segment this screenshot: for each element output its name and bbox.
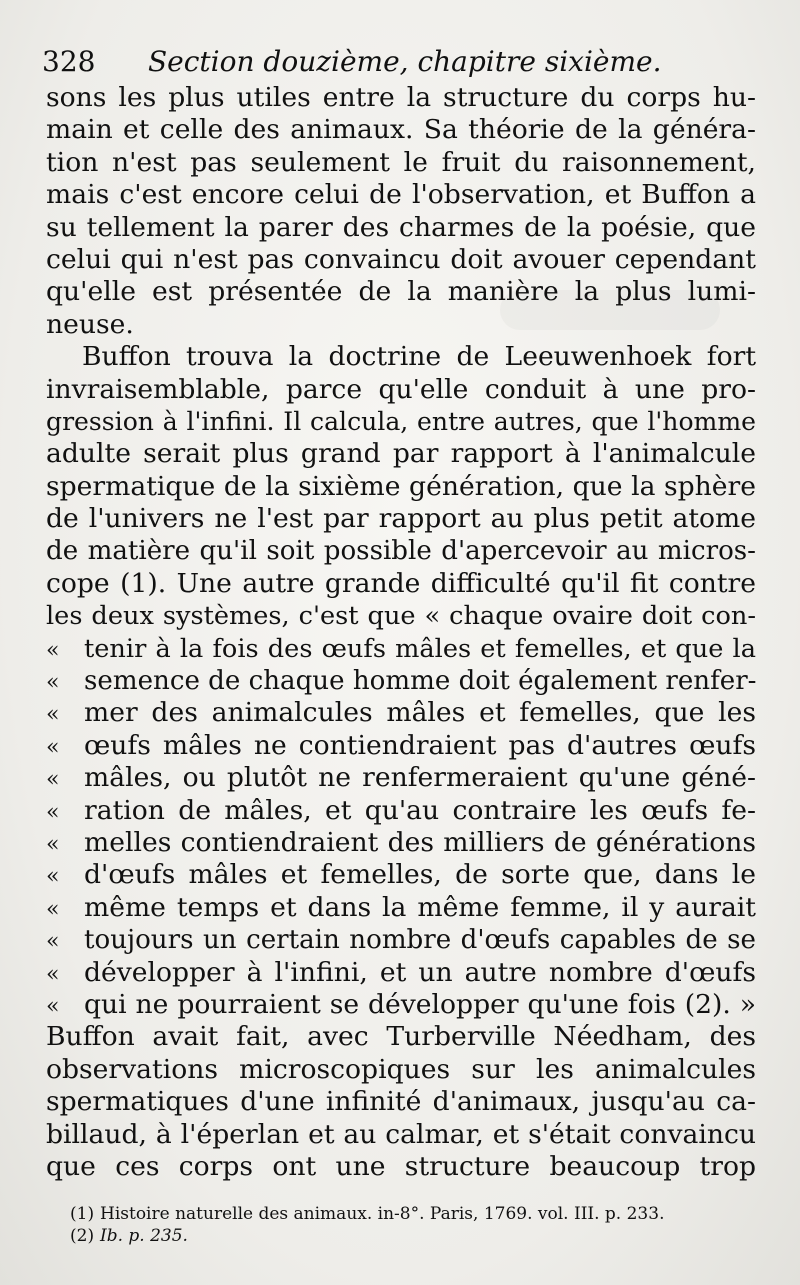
text-line: tion n'est pas seulement le fruit du raisonnement, (46, 146, 756, 178)
quote-mark: « (46, 929, 60, 955)
text-line: sons les plus utiles entre la structure du corps hu- (46, 82, 756, 113)
quoted-text: mer des animalcules mâles et femelles, que les (84, 697, 756, 729)
footnote (70, 1225, 760, 1247)
text-line: adulte serait plus grand par rapport à l'animalcule (46, 438, 756, 470)
quote-mark: « (46, 864, 60, 890)
text-line: su tellement la parer des charmes de la poésie, que (46, 211, 756, 243)
quoted-text: d'œufs mâles et femelles, de sorte que, dans le (84, 859, 756, 891)
quoted-text: mâles, ou plutôt ne renfermeraient qu'une géné- (84, 762, 756, 794)
quoted-line (46, 730, 756, 762)
page-header (40, 42, 760, 82)
running-head: Section douzième, chapitre sixième. (148, 45, 662, 78)
text-line: observations microscopiques sur les animalcules (46, 1053, 756, 1085)
quoted-line (46, 697, 756, 729)
footnote-text: Histoire naturelle des animaux. in-8°. Paris, 1769. vol. III. p. 233. (100, 1204, 665, 1224)
paragraph-first-line: Buffon trouva la doctrine de Leeuwenhoek fort (82, 341, 756, 373)
text-line: spermatique de la sixième génération, que la sphère (46, 470, 756, 502)
quote-mark: « (46, 767, 60, 793)
text-line: gression à l'infini. Il calcula, entre autres, que l'homme (46, 406, 756, 436)
quoted-line (46, 924, 756, 956)
quoted-line (46, 633, 756, 665)
quoted-text: toujours un certain nombre d'œufs capables de se (84, 925, 756, 956)
footnote-text: Ib. p. 235. (100, 1226, 188, 1246)
quote-mark: « (46, 670, 60, 696)
quoted-line (46, 957, 756, 989)
body-text (46, 82, 756, 1183)
text-line: les deux systèmes, c'est que « chaque ovaire doit con- (46, 601, 756, 632)
text-line: neuse. (46, 308, 134, 340)
quoted-text: même temps et dans la même femme, il y aurait (84, 891, 756, 923)
quoted-line (46, 892, 756, 924)
text-line: mais c'est encore celui de l'observation, et Buffon a (46, 179, 756, 211)
text-line: cope (1). Une autre grande difficulté qu'il fit contre (46, 567, 756, 599)
text-line: billaud, à l'éperlan et au calmar, et s'était convaincu (46, 1118, 756, 1150)
text-line: qu'elle est présentée de la manière la plus lumi- (46, 276, 756, 308)
quote-mark: « (46, 702, 60, 728)
quoted-line (46, 827, 756, 859)
quote-mark: « (46, 831, 60, 857)
quoted-line (46, 989, 756, 1021)
text-line: de matière qu'il soit possible d'apercevoir au micros- (46, 536, 756, 567)
quoted-text: œufs mâles ne contiendraient pas d'autres œufs (84, 729, 756, 761)
text-line: celui qui n'est pas convaincu doit avouer cependant (46, 243, 756, 275)
quote-mark: « (46, 896, 60, 922)
quoted-text: melles contiendraient des milliers de générations (84, 826, 756, 858)
quote-mark: « (46, 734, 60, 760)
text-line: main et celle des animaux. Sa théorie de la généra- (46, 114, 756, 146)
footnote (70, 1203, 760, 1225)
quote-mark: « (46, 993, 60, 1019)
quoted-line (46, 859, 756, 891)
text-line: de l'univers ne l'est par rapport au plus petit atome (46, 503, 756, 535)
text-line: que ces corps ont une structure beaucoup trop (46, 1150, 756, 1182)
footnote-marker: (2) (70, 1226, 95, 1246)
footnotes (70, 1203, 760, 1247)
quoted-line (46, 665, 756, 697)
quoted-text: semence de chaque homme doit également renfer- (84, 666, 757, 697)
footnote-marker: (1) (70, 1204, 95, 1224)
text-line: invraisemblable, parce qu'elle conduit à une pro- (46, 373, 756, 405)
quoted-line (46, 795, 756, 827)
quote-mark: « (46, 961, 60, 987)
quoted-text: ration de mâles, et qu'au contraire les œufs fe- (84, 794, 756, 826)
page-number: 328 (42, 45, 96, 78)
quote-mark: « (46, 799, 60, 825)
quoted-line (46, 762, 756, 794)
text-line: spermatiques d'une infinité d'animaux, jusqu'au ca- (46, 1086, 756, 1118)
quoted-text: développer à l'infini, et un autre nombre d'œufs (84, 956, 756, 988)
quote-mark: « (46, 637, 60, 663)
quoted-text: tenir à la fois des œufs mâles et femelles, et que la (84, 633, 756, 664)
text-line: Buffon avait fait, avec Turberville Néedham, des (46, 1021, 756, 1053)
quoted-text: qui ne pourraient se développer qu'une fois (2). » (84, 988, 756, 1020)
